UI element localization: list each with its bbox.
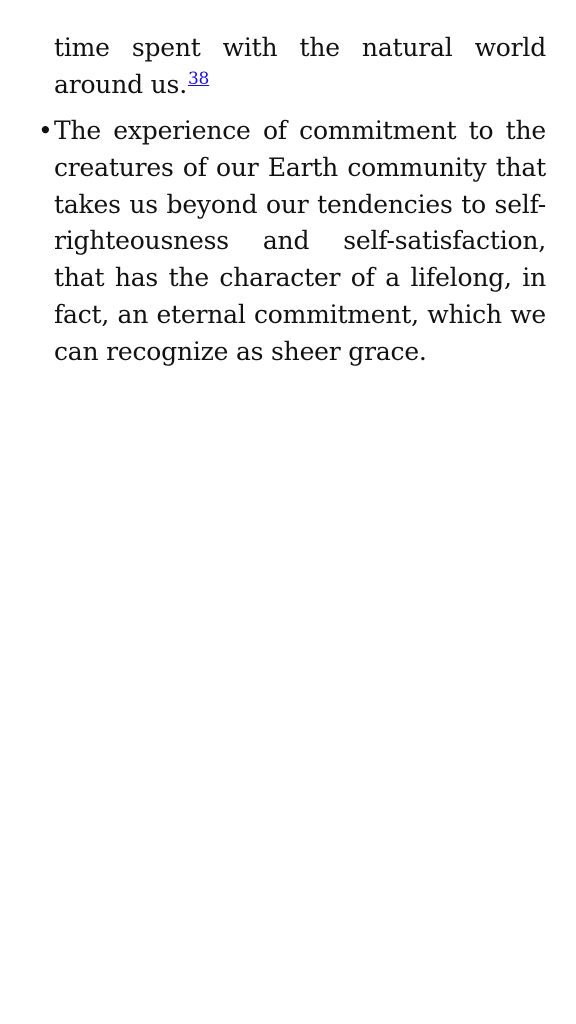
- bullet-list-item: [38, 113, 546, 371]
- paragraph-continuation-text: time spent with the natural world around us.: [54, 33, 546, 99]
- paragraph-continuation: [54, 30, 546, 104]
- bullet-item-text: The experience of commitment to the creatures of our Earth community that takes us beyond our tendencies to self-righteousness and self-satisfaction, that has the character of a lifelong, in fact, an eternal commitment, which we can recognize as sheer grace.: [54, 116, 546, 366]
- bullet-marker: •: [38, 116, 53, 145]
- footnote-link-38[interactable]: 38: [187, 68, 210, 89]
